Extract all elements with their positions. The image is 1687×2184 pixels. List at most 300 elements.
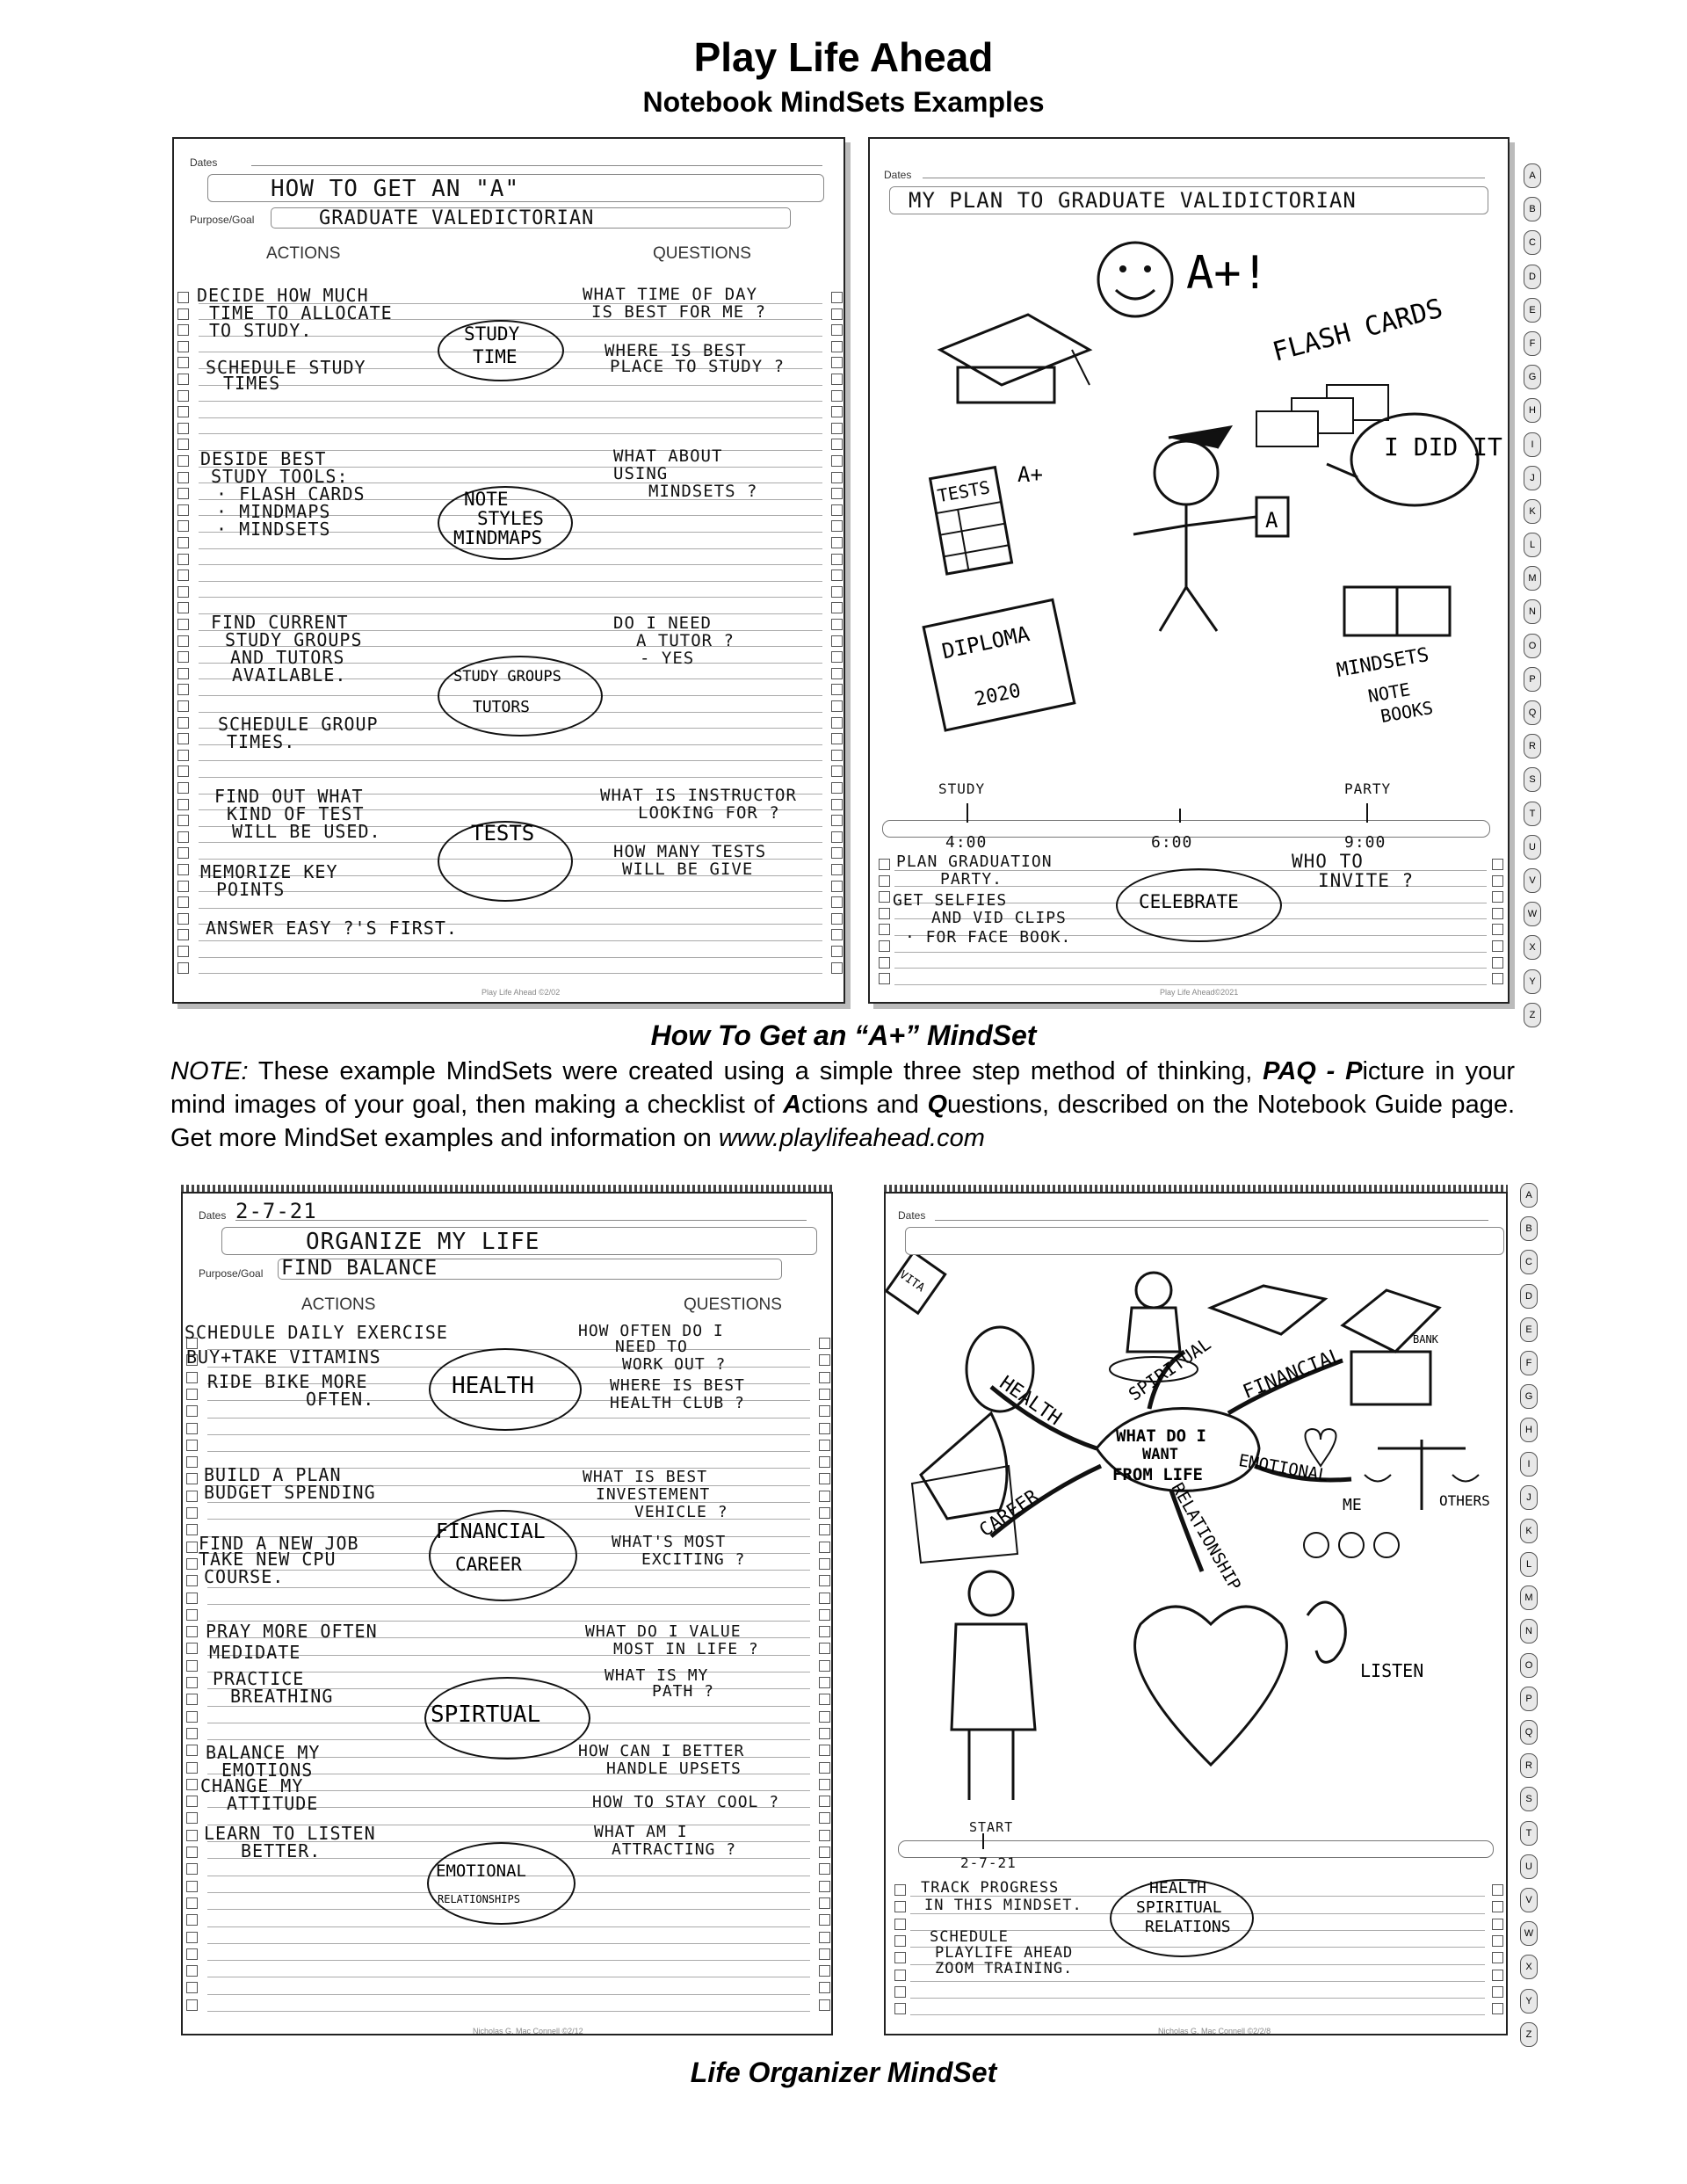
- index-tab[interactable]: V: [1520, 1888, 1538, 1912]
- checkbox[interactable]: [831, 831, 843, 843]
- note-paragraph: NOTE: These example MindSets were created using a simple three step method of thinking, PAQ - Picture in your mind images of your goal, then making a checklist of Actions and Questions, described on the Notebook Guide page. Get more MindSet examples and information on www.playlifeahead.com: [170, 1057, 1516, 1152]
- checkbox[interactable]: [186, 1389, 198, 1400]
- checkbox[interactable]: [186, 1745, 198, 1756]
- action-item: FIND OUT WHAT: [214, 786, 364, 807]
- index-tab[interactable]: O: [1520, 1653, 1538, 1678]
- oval-label: HEALTH: [1149, 1879, 1207, 1897]
- sketch-label: 2020: [973, 679, 1024, 712]
- checkbox[interactable]: [879, 957, 890, 969]
- index-tab[interactable]: Q: [1520, 1720, 1538, 1745]
- timeline-label: PARTY: [1344, 780, 1392, 797]
- checkbox[interactable]: [894, 1901, 906, 1912]
- checkbox[interactable]: [819, 1542, 830, 1553]
- checkbox[interactable]: [819, 1660, 830, 1672]
- checkbox[interactable]: [186, 1372, 198, 1383]
- checkbox[interactable]: [177, 488, 189, 499]
- checkbox[interactable]: [186, 1779, 198, 1790]
- checkbox[interactable]: [177, 684, 189, 695]
- checkbox[interactable]: [177, 374, 189, 385]
- checkbox[interactable]: [186, 1558, 198, 1570]
- checkbox[interactable]: [177, 700, 189, 712]
- checkbox[interactable]: [831, 799, 843, 810]
- checkbox[interactable]: [819, 1863, 830, 1875]
- action-item: FIND CURRENT: [211, 612, 349, 633]
- checkbox[interactable]: [186, 1660, 198, 1672]
- index-tab[interactable]: C: [1520, 1250, 1538, 1274]
- checkbox[interactable]: [831, 341, 843, 352]
- checkbox[interactable]: [819, 1830, 830, 1841]
- checkbox[interactable]: [177, 913, 189, 925]
- checkbox[interactable]: [819, 1491, 830, 1502]
- question-item: HOW MANY TESTS: [613, 842, 767, 861]
- checkbox[interactable]: [831, 864, 843, 875]
- action-item: GET SELFIES: [893, 891, 1008, 910]
- caption-bottom: Life Organizer MindSet: [690, 2057, 997, 2088]
- checkbox[interactable]: [831, 472, 843, 483]
- checkbox[interactable]: [831, 602, 843, 613]
- checkbox[interactable]: [186, 1694, 198, 1705]
- checkbox[interactable]: [1492, 875, 1503, 887]
- checkbox[interactable]: [186, 1643, 198, 1654]
- checkbox[interactable]: [879, 973, 890, 984]
- oval-label: MINDMAPS: [453, 527, 543, 548]
- checkbox[interactable]: [1492, 973, 1503, 984]
- checkbox[interactable]: [186, 1830, 198, 1841]
- checkbox[interactable]: [1492, 1935, 1503, 1947]
- checkbox[interactable]: [819, 1354, 830, 1366]
- checkbox[interactable]: [177, 750, 189, 761]
- action-item: SCHEDULE GROUP: [218, 714, 379, 735]
- checkbox[interactable]: [819, 1745, 830, 1756]
- checkbox[interactable]: [819, 1405, 830, 1417]
- index-tab[interactable]: B: [1524, 197, 1541, 221]
- checkbox[interactable]: [186, 1847, 198, 1858]
- action-item: AND VID CLIPS: [931, 909, 1067, 927]
- checkbox[interactable]: [819, 1626, 830, 1637]
- checkbox[interactable]: [831, 684, 843, 695]
- checkbox[interactable]: [819, 1897, 830, 1909]
- checkbox[interactable]: [831, 881, 843, 892]
- ruled-line: [199, 973, 822, 974]
- index-tab[interactable]: Y: [1524, 969, 1541, 994]
- ruled-line: [199, 597, 822, 598]
- checkbox[interactable]: [186, 1728, 198, 1739]
- index-tab[interactable]: C: [1524, 230, 1541, 255]
- index-tab[interactable]: R: [1520, 1753, 1538, 1778]
- checkbox[interactable]: [831, 504, 843, 516]
- checkbox[interactable]: [831, 733, 843, 744]
- index-tab[interactable]: T: [1524, 802, 1541, 826]
- action-item: TIMES.: [227, 731, 296, 752]
- checkbox[interactable]: [831, 668, 843, 679]
- index-tab[interactable]: W: [1520, 1921, 1538, 1946]
- checkbox[interactable]: [831, 782, 843, 794]
- action-item: CHANGE MY: [200, 1775, 304, 1796]
- checkbox[interactable]: [186, 1542, 198, 1553]
- checkbox[interactable]: [177, 929, 189, 940]
- checkbox[interactable]: [879, 924, 890, 935]
- checkbox[interactable]: [819, 1965, 830, 1977]
- checkbox[interactable]: [831, 292, 843, 303]
- mindmap-label: LISTEN: [1360, 1660, 1424, 1681]
- checkbox[interactable]: [177, 472, 189, 483]
- checkbox[interactable]: [831, 374, 843, 385]
- index-tab[interactable]: G: [1524, 365, 1541, 389]
- checkbox[interactable]: [186, 1897, 198, 1909]
- checkbox[interactable]: [177, 455, 189, 467]
- checkbox[interactable]: [831, 651, 843, 663]
- action-item: AVAILABLE.: [232, 664, 347, 686]
- index-tab[interactable]: A: [1524, 163, 1541, 188]
- checkbox[interactable]: [831, 554, 843, 565]
- checkbox[interactable]: [186, 1762, 198, 1774]
- checkbox[interactable]: [894, 2003, 906, 2014]
- checkbox[interactable]: [819, 1914, 830, 1926]
- checkbox[interactable]: [819, 1932, 830, 1943]
- checkbox[interactable]: [819, 1812, 830, 1824]
- checkbox[interactable]: [819, 1881, 830, 1892]
- checkbox[interactable]: [819, 1982, 830, 1993]
- index-tab[interactable]: N: [1520, 1619, 1538, 1643]
- checkbox[interactable]: [177, 423, 189, 434]
- checkbox[interactable]: [177, 619, 189, 630]
- ruled-line: [207, 1943, 810, 1944]
- checkbox[interactable]: [177, 847, 189, 859]
- index-tab[interactable]: M: [1520, 1585, 1538, 1610]
- checkbox[interactable]: [831, 765, 843, 777]
- checkbox[interactable]: [879, 859, 890, 870]
- index-tab[interactable]: K: [1520, 1519, 1538, 1543]
- checkbox[interactable]: [177, 831, 189, 843]
- action-item: PRACTICE: [213, 1668, 305, 1689]
- checkbox[interactable]: [177, 586, 189, 598]
- checkbox[interactable]: [819, 1711, 830, 1723]
- index-tab[interactable]: L: [1520, 1552, 1538, 1577]
- index-tab[interactable]: J: [1524, 466, 1541, 490]
- checkbox[interactable]: [177, 815, 189, 826]
- checkbox[interactable]: [894, 1884, 906, 1896]
- checkbox[interactable]: [186, 1999, 198, 2011]
- mindmap-center: FROM LIFE: [1112, 1465, 1203, 1484]
- checkbox[interactable]: [819, 1389, 830, 1400]
- index-tab[interactable]: K: [1524, 499, 1541, 524]
- checkbox[interactable]: [879, 908, 890, 919]
- checkbox[interactable]: [831, 717, 843, 729]
- checkbox[interactable]: [1492, 1884, 1503, 1896]
- timeline-time: 6:00: [1151, 833, 1193, 852]
- checkbox[interactable]: [177, 406, 189, 417]
- checkbox[interactable]: [186, 1456, 198, 1468]
- checkbox[interactable]: [186, 1812, 198, 1824]
- checkbox[interactable]: [831, 635, 843, 647]
- checkbox[interactable]: [831, 439, 843, 450]
- checkbox[interactable]: [177, 896, 189, 908]
- checkbox[interactable]: [819, 1423, 830, 1434]
- checkbox[interactable]: [186, 1609, 198, 1621]
- checkbox[interactable]: [177, 570, 189, 581]
- checkbox[interactable]: [177, 799, 189, 810]
- goal-text: FIND BALANCE: [281, 1257, 438, 1280]
- checkbox[interactable]: [831, 324, 843, 336]
- checkbox[interactable]: [894, 1919, 906, 1930]
- index-tab[interactable]: D: [1520, 1284, 1538, 1309]
- index-tab[interactable]: U: [1520, 1854, 1538, 1879]
- checkbox[interactable]: [819, 1796, 830, 1807]
- checkbox[interactable]: [177, 292, 189, 303]
- sketch-label: NOTE: [1366, 678, 1412, 707]
- index-tab[interactable]: L: [1524, 533, 1541, 557]
- checkbox[interactable]: [819, 1593, 830, 1604]
- checkbox[interactable]: [1492, 908, 1503, 919]
- checkbox[interactable]: [177, 668, 189, 679]
- index-tab[interactable]: X: [1524, 935, 1541, 960]
- index-tab[interactable]: N: [1524, 599, 1541, 624]
- checkbox[interactable]: [819, 1440, 830, 1451]
- mindset-title: ORGANIZE MY LIFE: [306, 1229, 540, 1255]
- index-tab[interactable]: P: [1524, 667, 1541, 692]
- dates-label: Dates: [884, 169, 912, 181]
- index-tab[interactable]: F: [1520, 1351, 1538, 1375]
- checkbox[interactable]: [831, 570, 843, 581]
- checkbox[interactable]: [1492, 1986, 1503, 1998]
- checkbox[interactable]: [177, 635, 189, 647]
- checkbox[interactable]: [831, 896, 843, 908]
- checkbox[interactable]: [831, 520, 843, 532]
- mindmap-center: WANT: [1142, 1446, 1178, 1463]
- index-tab[interactable]: G: [1520, 1384, 1538, 1409]
- checkbox[interactable]: [186, 1423, 198, 1434]
- index-tab[interactable]: O: [1524, 634, 1541, 658]
- checkbox[interactable]: [879, 891, 890, 903]
- checkbox[interactable]: [177, 357, 189, 368]
- checkbox[interactable]: [186, 1914, 198, 1926]
- checkbox[interactable]: [819, 1456, 830, 1468]
- checkbox[interactable]: [831, 423, 843, 434]
- checkbox[interactable]: [186, 1405, 198, 1417]
- checkbox[interactable]: [1492, 891, 1503, 903]
- checkbox[interactable]: [831, 700, 843, 712]
- question-item: WORK OUT ?: [622, 1355, 727, 1374]
- index-tab[interactable]: H: [1524, 398, 1541, 423]
- checkbox[interactable]: [831, 946, 843, 957]
- checkbox[interactable]: [186, 1863, 198, 1875]
- checkbox[interactable]: [1492, 1919, 1503, 1930]
- index-tab[interactable]: W: [1524, 902, 1541, 926]
- checkbox[interactable]: [1492, 957, 1503, 969]
- ruled-line: [199, 581, 822, 582]
- question-item: HOW TO STAY COOL ?: [592, 1793, 780, 1811]
- index-tab[interactable]: P: [1520, 1687, 1538, 1711]
- checkbox[interactable]: [1492, 924, 1503, 935]
- checkbox[interactable]: [186, 1626, 198, 1637]
- checkbox[interactable]: [1492, 859, 1503, 870]
- checkbox[interactable]: [177, 946, 189, 957]
- action-item: KIND OF TEST: [227, 803, 365, 824]
- checkbox[interactable]: [186, 1948, 198, 1960]
- checkbox[interactable]: [177, 341, 189, 352]
- checkbox[interactable]: [831, 929, 843, 940]
- checkbox[interactable]: [1492, 1901, 1503, 1912]
- checkbox[interactable]: [186, 1796, 198, 1807]
- checkbox[interactable]: [177, 782, 189, 794]
- checkbox[interactable]: [831, 586, 843, 598]
- action-item: DESIDE BEST: [200, 448, 327, 469]
- question-item: WHAT TIME OF DAY: [583, 285, 758, 304]
- checkbox[interactable]: [894, 1952, 906, 1963]
- page-footer: Nicholas G. Mac Connell ©2/2/8: [1158, 2027, 1271, 2035]
- checkbox[interactable]: [831, 488, 843, 499]
- checkbox[interactable]: [177, 520, 189, 532]
- page-title: Play Life Ahead: [693, 34, 994, 80]
- index-tab[interactable]: E: [1524, 298, 1541, 323]
- checkbox[interactable]: [894, 1970, 906, 1981]
- index-tab[interactable]: D: [1524, 265, 1541, 289]
- checkbox[interactable]: [186, 1575, 198, 1586]
- checkbox[interactable]: [186, 1677, 198, 1688]
- checkbox[interactable]: [1492, 940, 1503, 952]
- index-tab[interactable]: S: [1520, 1787, 1538, 1811]
- checkbox[interactable]: [819, 1473, 830, 1484]
- checkbox[interactable]: [831, 406, 843, 417]
- index-tab[interactable]: F: [1524, 331, 1541, 356]
- index-tab[interactable]: E: [1520, 1317, 1538, 1342]
- index-tab[interactable]: I: [1524, 432, 1541, 457]
- checkbox[interactable]: [186, 1593, 198, 1604]
- checkbox[interactable]: [894, 1935, 906, 1947]
- index-tab[interactable]: X: [1520, 1955, 1538, 1979]
- checkbox[interactable]: [177, 962, 189, 974]
- checkbox[interactable]: [819, 1694, 830, 1705]
- checkbox[interactable]: [819, 1558, 830, 1570]
- checkbox[interactable]: [831, 357, 843, 368]
- checkbox[interactable]: [1492, 1952, 1503, 1963]
- checkbox[interactable]: [831, 847, 843, 859]
- checkbox[interactable]: [186, 1507, 198, 1519]
- index-tab[interactable]: T: [1520, 1821, 1538, 1846]
- checkbox[interactable]: [177, 602, 189, 613]
- index-tab[interactable]: V: [1524, 868, 1541, 893]
- index-tab[interactable]: U: [1524, 835, 1541, 860]
- index-tab[interactable]: A: [1520, 1183, 1538, 1208]
- checkbox[interactable]: [186, 1473, 198, 1484]
- checkbox[interactable]: [831, 913, 843, 925]
- ruled-line: [199, 417, 822, 418]
- checkbox[interactable]: [819, 1643, 830, 1654]
- action-item: EMOTIONS: [221, 1760, 314, 1781]
- checkbox[interactable]: [186, 1881, 198, 1892]
- checkbox[interactable]: [819, 1609, 830, 1621]
- index-tab[interactable]: Q: [1524, 700, 1541, 725]
- index-tab[interactable]: R: [1524, 734, 1541, 758]
- checkbox[interactable]: [177, 324, 189, 336]
- checkbox[interactable]: [819, 1524, 830, 1535]
- index-tab[interactable]: Z: [1520, 2022, 1538, 2047]
- checkbox[interactable]: [177, 733, 189, 744]
- ruled-line: [894, 984, 1487, 985]
- checkbox[interactable]: [177, 864, 189, 875]
- sketch-label: DIPLOMA: [939, 621, 1032, 664]
- ruled-line: [199, 433, 822, 434]
- checkbox[interactable]: [831, 455, 843, 467]
- checkbox[interactable]: [177, 717, 189, 729]
- index-tab[interactable]: S: [1524, 767, 1541, 792]
- checkbox[interactable]: [819, 1762, 830, 1774]
- timeline-time: 9:00: [1344, 833, 1387, 852]
- index-tab[interactable]: I: [1520, 1452, 1538, 1477]
- checkbox[interactable]: [177, 881, 189, 892]
- checkbox[interactable]: [831, 308, 843, 320]
- checkbox[interactable]: [879, 875, 890, 887]
- ruled-line: [894, 968, 1487, 969]
- action-item: BETTER.: [241, 1840, 322, 1861]
- question-item: PATH ?: [652, 1682, 715, 1701]
- checkbox[interactable]: [177, 504, 189, 516]
- checkbox[interactable]: [177, 308, 189, 320]
- checkbox[interactable]: [186, 1965, 198, 1977]
- checkbox[interactable]: [186, 1982, 198, 1993]
- checkbox[interactable]: [186, 1491, 198, 1502]
- checkbox[interactable]: [177, 439, 189, 450]
- checkbox[interactable]: [177, 765, 189, 777]
- action-item: · FOR FACE BOOK.: [905, 928, 1072, 947]
- checkbox[interactable]: [186, 1524, 198, 1535]
- checkbox[interactable]: [177, 651, 189, 663]
- ruled-line: [207, 1926, 810, 1927]
- checkbox[interactable]: [1492, 2003, 1503, 2014]
- checkbox[interactable]: [819, 1575, 830, 1586]
- index-tab[interactable]: Z: [1524, 1003, 1541, 1027]
- mindmap-label: OTHERS: [1439, 1492, 1490, 1509]
- index-tab[interactable]: Y: [1520, 1989, 1538, 2013]
- checkbox[interactable]: [831, 619, 843, 630]
- checkbox[interactable]: [831, 962, 843, 974]
- checkbox[interactable]: [819, 1779, 830, 1790]
- checkbox[interactable]: [819, 1847, 830, 1858]
- website-link[interactable]: www.playlifeahead.com: [718, 1124, 985, 1152]
- checkbox[interactable]: [894, 1986, 906, 1998]
- checkbox[interactable]: [879, 940, 890, 952]
- action-item: · MINDSETS: [216, 519, 331, 540]
- checkbox[interactable]: [831, 537, 843, 548]
- checkbox[interactable]: [819, 1338, 830, 1349]
- checkbox[interactable]: [819, 1372, 830, 1383]
- index-tab[interactable]: H: [1520, 1418, 1538, 1442]
- checkbox[interactable]: [831, 750, 843, 761]
- index-tab[interactable]: B: [1520, 1216, 1538, 1241]
- index-tab[interactable]: J: [1520, 1485, 1538, 1510]
- ruled-line: [199, 760, 822, 761]
- checkbox[interactable]: [831, 390, 843, 402]
- checkbox[interactable]: [819, 1507, 830, 1519]
- checkbox[interactable]: [1492, 1970, 1503, 1981]
- checkbox[interactable]: [819, 1999, 830, 2011]
- checkbox[interactable]: [177, 390, 189, 402]
- checkbox[interactable]: [186, 1440, 198, 1451]
- checkbox[interactable]: [819, 1728, 830, 1739]
- checkbox[interactable]: [831, 815, 843, 826]
- checkbox[interactable]: [177, 554, 189, 565]
- checkbox[interactable]: [186, 1932, 198, 1943]
- mindset-title: MY PLAN TO GRADUATE VALIDICTORIAN: [909, 188, 1357, 213]
- checkbox[interactable]: [177, 537, 189, 548]
- checkbox[interactable]: [819, 1948, 830, 1960]
- action-item: PLAN GRADUATION: [896, 853, 1053, 871]
- index-tab[interactable]: M: [1524, 566, 1541, 591]
- checkbox[interactable]: [186, 1711, 198, 1723]
- action-item: ATTITUDE: [227, 1793, 319, 1814]
- checkbox[interactable]: [819, 1677, 830, 1688]
- goal-text: GRADUATE VALEDICTORIAN: [319, 207, 595, 229]
